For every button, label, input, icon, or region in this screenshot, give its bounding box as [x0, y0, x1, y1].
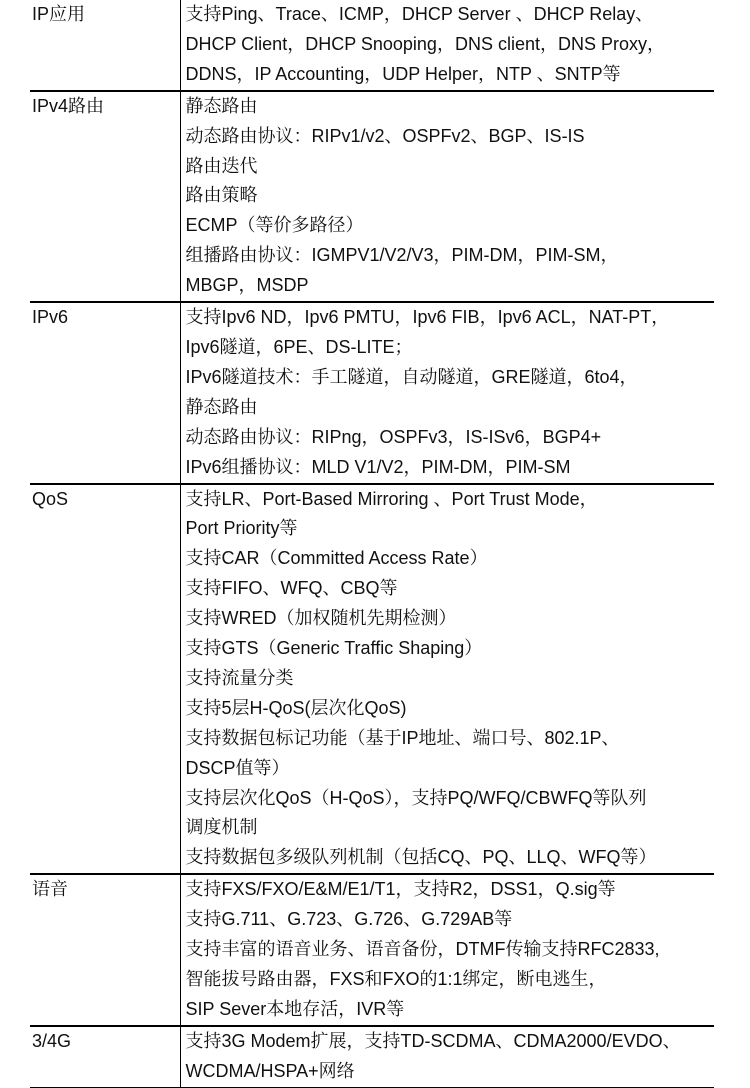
category-cell: 语音 [30, 874, 180, 1026]
description-line: 动态路由协议：RIPv1/v2、OSPFv2、BGP、IS-IS [185, 125, 585, 146]
table-row [30, 91, 714, 302]
description-line: 支持Ping、Trace、ICMP，DHCP Server 、DHCP Relay、 [185, 4, 654, 24]
table-row [30, 1026, 714, 1087]
table-row [30, 484, 714, 875]
category-cell: 3/4G [30, 1026, 180, 1087]
description-line: 调度机制 [185, 817, 258, 838]
description-line: WCDMA/HSPA+网络 [185, 1060, 355, 1081]
description-line: 静态路由 [185, 396, 258, 417]
description-line: 支持流量分类 [185, 667, 294, 688]
description-line: DSCP值等） [185, 757, 290, 778]
description-line: 支持FXS/FXO/E&M/E1/T1，支持R2，DSS1，Q.sig等 [185, 879, 616, 900]
description-line: 支持G.711、G.723、G.726、G.729AB等 [185, 909, 513, 930]
description-line: 支持丰富的语音业务、语音备份，DTMF传输支持RFC2833, [185, 939, 660, 960]
description-cell [180, 874, 714, 1026]
description-line: 动态路由协议：RIPng，OSPFv3，IS-ISv6，BGP4+ [185, 426, 602, 447]
description-line: Ipv6隧道，6PE、DS-LITE； [185, 336, 413, 357]
table-row [30, 874, 714, 1026]
description-cell [180, 1026, 714, 1087]
description-line: 支持LR、Port-Based Mirroring 、Port Trust Mode， [185, 488, 598, 509]
description-line: 智能拔号路由器，FXS和FXO的1:1绑定，断电逃生， [185, 969, 607, 989]
description-line: 支持3G Modem扩展，支持TD-SCDMA、CDMA2000/EVDO、 [185, 1030, 681, 1051]
description-line: 支持数据包多级队列机制（包括CQ、PQ、LLQ、WFQ等） [185, 847, 657, 868]
description-line: 支持CAR（Committed Access Rate） [185, 548, 488, 569]
table-row [30, 302, 714, 483]
description-line: 支持GTS（Generic Traffic Shaping） [185, 638, 483, 659]
description-line: ECMP（等价多路径） [185, 215, 364, 236]
description-line: 支持数据包标记功能（基于IP地址、端口号、802.1P、 [185, 727, 620, 748]
description-cell [180, 91, 714, 302]
description-line: DDNS，IP Accounting，UDP Helper，NTP 、SNTP等 [185, 63, 621, 84]
description-line: 支持Ipv6 ND，Ipv6 PMTU，Ipv6 FIB，Ipv6 ACL，NAT-PT， [185, 307, 670, 328]
description-line: MBGP，MSDP [185, 275, 309, 296]
description-line: DHCP Client，DHCP Snooping，DNS client，DNS Proxy， [185, 33, 665, 54]
description-line: 支持层次化QoS（H-QoS），支持PQ/WFQ/CBWFQ等队列 [185, 787, 647, 808]
description-line: SIP Sever本地存活，IVR等 [185, 998, 405, 1019]
description-line: 静态路由 [185, 95, 258, 116]
description-cell [180, 0, 714, 91]
description-line: 组播路由协议：IGMPV1/V2/V3，PIM-DM，PIM-SM， [185, 245, 619, 266]
description-cell [180, 302, 714, 483]
category-cell: IPv6 [30, 302, 180, 483]
description-line: IPv6组播协议：MLD V1/V2，PIM-DM，PIM-SM [185, 456, 571, 477]
description-line: 路由策略 [185, 185, 258, 206]
description-line: 支持5层H-QoS(层次化QoS) [185, 697, 407, 718]
description-line: 路由迭代 [185, 155, 258, 176]
category-cell: IPv4路由 [30, 91, 180, 302]
description-line: Port Priority等 [185, 518, 298, 539]
description-line: IPv6隧道技术：手工隧道，自动隧道，GRE隧道，6to4， [185, 366, 638, 387]
category-cell: QoS [30, 484, 180, 875]
category-cell: IP应用 [30, 0, 180, 91]
description-line: 支持WRED（加权随机先期检测） [185, 608, 457, 629]
feature-spec-table [30, 0, 714, 1088]
description-line: 支持FIFO、WFQ、CBQ等 [185, 578, 398, 599]
description-cell [180, 484, 714, 875]
table-row [30, 0, 714, 91]
